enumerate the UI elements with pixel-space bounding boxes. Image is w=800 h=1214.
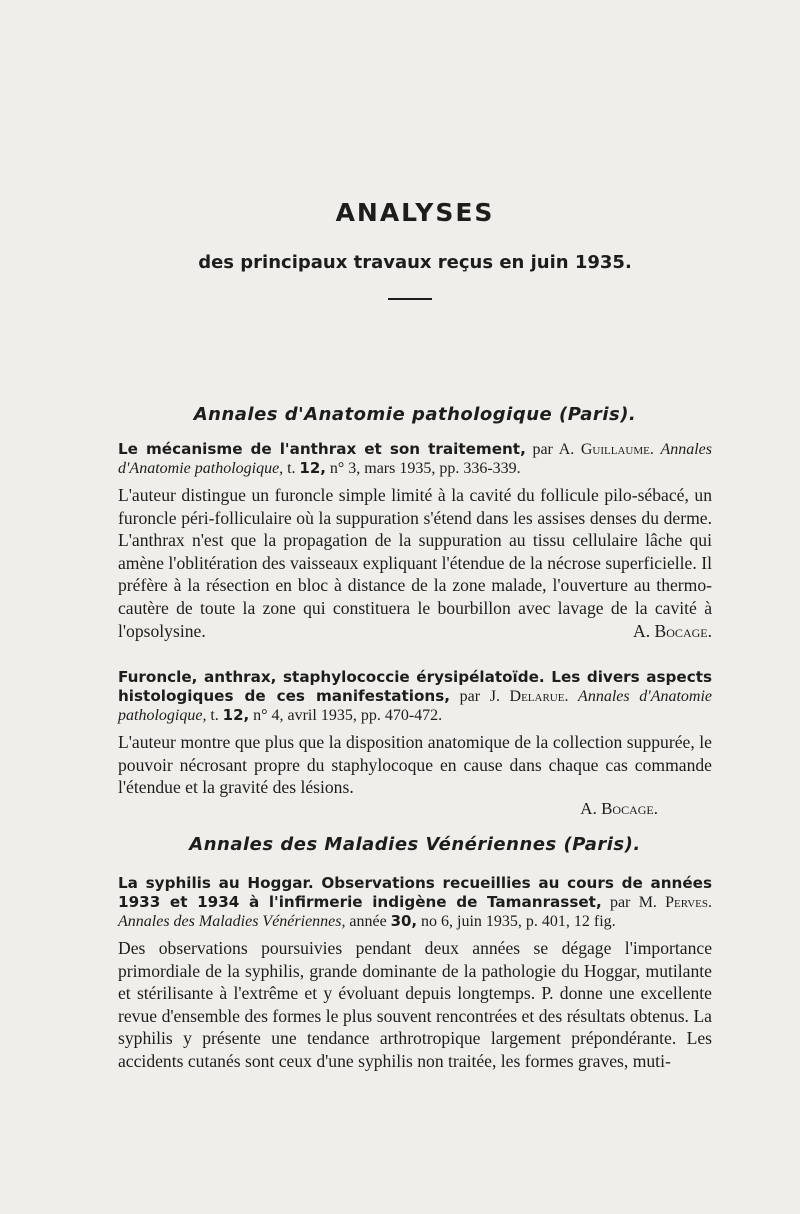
entry-ref-prefix: t.	[287, 460, 296, 477]
entry-journal-ref: Annales d'Anatomie pathologique,	[118, 441, 712, 477]
analysis-entry	[118, 668, 712, 819]
entry-body-text: L'auteur montre que plus que la disposition anatomique de la collection suppurée, le pouvoir nécrosant propre du staphylocoque en cause dans chaque cas commande l'étendue et la gravité des lésions.	[118, 732, 712, 798]
entry-heading	[118, 874, 712, 931]
entry-issue: n° 4, avril 1935, pp. 470-472.	[253, 707, 443, 724]
entry-ref-prefix: année	[349, 913, 387, 930]
entry-ref-prefix: t.	[210, 707, 219, 724]
entry-issue: n° 3, mars 1935, pp. 336-339.	[329, 460, 521, 477]
entry-journal-ref: Annales des Maladies Vénériennes,	[118, 913, 346, 930]
page-subtitle: des principaux travaux reçus en juin 1935.	[198, 252, 632, 273]
entry-author: Guillaume.	[580, 441, 654, 458]
entry-body	[118, 731, 712, 799]
entry-body-text: Des observations poursuivies pendant deux années se dégage l'importance primordiale de la syphilis, grande dominante de la pathologie du Hoggar, mutilante et stérilisante à l'extrême et y évoluant depuis longtemps. P. donne une excellente revue d'ensemble des formes le plus souvent rencontrées et des résultats obtenus. La syphilis y présente une tendance arthrotropique largement prépondérante. Les accidents cutanés sont ceux d'une syphilis non traitée, les formes graves, muti-	[118, 938, 712, 1071]
journal-heading: Annales des Maladies Vénériennes (Paris).	[189, 834, 641, 855]
entry-par: par J.	[459, 688, 500, 705]
page-title: ANALYSES	[335, 198, 495, 227]
entry-journal-ref: Annales d'Anatomie pathologique,	[118, 688, 713, 724]
entry-par: par M.	[609, 894, 657, 911]
entry-volume: 30,	[390, 912, 418, 930]
entry-body	[118, 937, 712, 1073]
entry-body-text: L'auteur distingue un furoncle simple limité à la cavité du follicule pilo-sébacé, un furoncle péri-folliculaire où la suppuration s'étend dans les assises denses du derme. L'anthrax n'est que la propagation de la suppuration au tissu cellulaire lâche qui amène l'oblitération des vaisseaux expliquant l'étendue de la nécrose superficielle. Il préfère à la résection en bloc à distance de la zone malade, l'ouverture au thermo-cautère de toute la zone qui constituera le bourbillon avec lavage de la cavité à l'opsolysine.	[118, 485, 712, 641]
entry-title: Le mécanisme de l'anthrax et son traitement,	[118, 440, 526, 458]
entry-signature: A. Bocage.	[580, 798, 658, 818]
entry-signature: A. Bocage.	[633, 620, 712, 641]
entry-par: par A.	[532, 441, 575, 458]
entry-title: La syphilis au Hoggar. Observations recueillies au cours de années 1933 et 1934 à l'infirmerie indigène de Tamanrasset,	[118, 874, 712, 911]
divider-rule	[388, 298, 432, 300]
analysis-entry	[118, 874, 712, 1073]
journal-heading: Annales d'Anatomie pathologique (Paris).	[193, 404, 637, 425]
entry-author: Delarue.	[509, 688, 569, 705]
entry-author: Perves.	[665, 894, 713, 911]
entry-heading	[118, 440, 712, 478]
entry-volume: 12,	[299, 459, 326, 477]
analysis-entry	[118, 440, 712, 642]
entry-heading	[118, 668, 712, 725]
entry-title: Furoncle, anthrax, staphylococcie érysipélatoïde. Les divers aspects histologiques de ces manifestations,	[118, 668, 712, 705]
entry-body	[118, 484, 712, 642]
entry-issue: no 6, juin 1935, p. 401, 12 fig.	[421, 913, 616, 930]
entry-volume: 12,	[222, 706, 250, 724]
